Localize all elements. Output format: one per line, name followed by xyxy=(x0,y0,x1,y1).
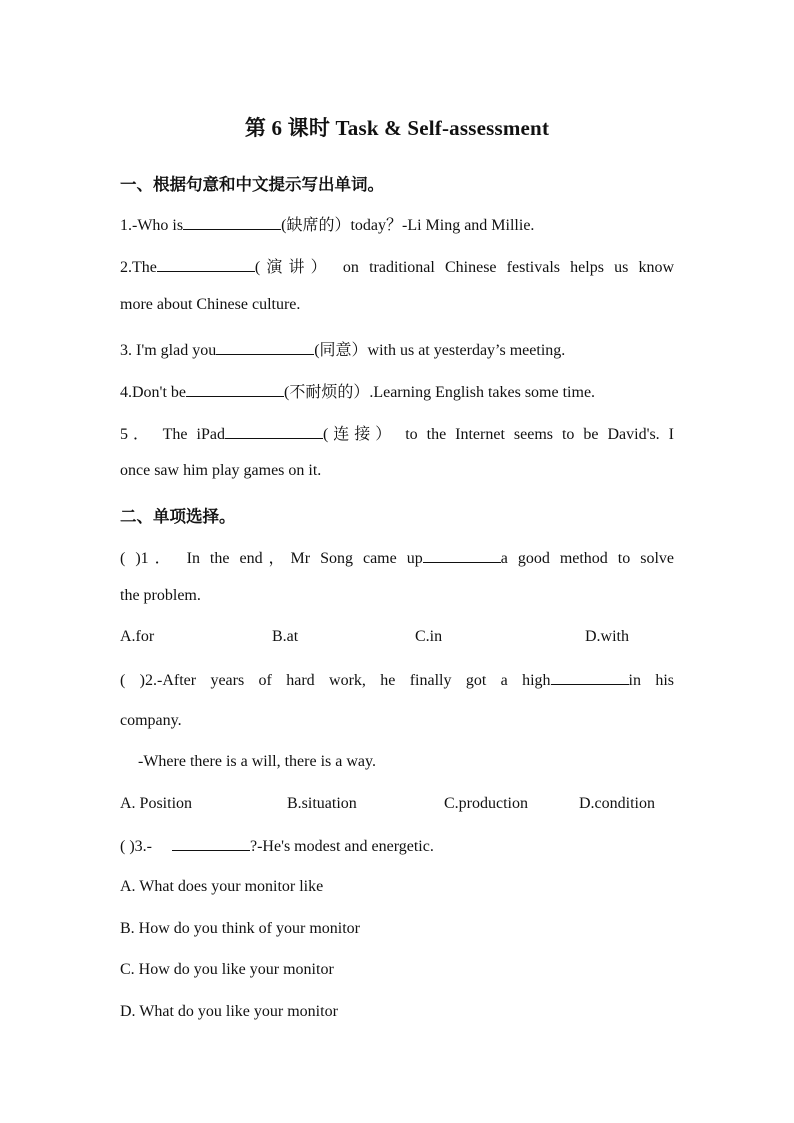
s1-question-5 xyxy=(120,421,674,444)
s1-q5-text-b: (连接） to the Internet seems to be David's. I xyxy=(322,426,674,443)
s1-question-2 xyxy=(120,254,674,277)
s2-q2-text-a: ( )2.-After years of hard work, he finally got a high xyxy=(120,672,551,689)
s2-q1-text-a: ( )1． In the end，Mr Song came up xyxy=(120,550,423,567)
answer-blank[interactable] xyxy=(216,340,314,355)
s1-q5-text-a: 5． The iPad xyxy=(120,426,225,443)
s1-q5-continuation: once saw him play games on it. xyxy=(120,462,322,479)
s2-q1-option-c[interactable]: C.in xyxy=(415,628,443,645)
s1-q4-text-a: 4.Don't be xyxy=(120,384,186,401)
s1-q2-text-b: (演讲） on traditional Chinese festivals helps us know xyxy=(254,259,674,276)
s2-question-3 xyxy=(120,836,434,856)
s1-question-3 xyxy=(120,337,565,360)
s2-q3-option-d[interactable]: D. What do you like your monitor xyxy=(120,1003,338,1020)
s2-question-2 xyxy=(120,670,674,690)
s2-q2-option-c[interactable]: C.production xyxy=(444,795,528,812)
s2-q2-option-b[interactable]: B.situation xyxy=(287,795,357,812)
s1-q1-text-b: (缺席的）today？-Li Ming and Millie. xyxy=(281,217,535,234)
answer-blank[interactable] xyxy=(225,424,323,439)
s1-question-4 xyxy=(120,379,595,402)
answer-blank[interactable] xyxy=(157,257,255,272)
s2-q3-option-b[interactable]: B. How do you think of your monitor xyxy=(120,920,360,937)
s2-q2-option-a[interactable]: A. Position xyxy=(120,795,193,812)
s2-q1-continuation: the problem. xyxy=(120,587,201,604)
s1-q2-continuation: more about Chinese culture. xyxy=(120,296,301,313)
s2-q3-option-c[interactable]: C. How do you like your monitor xyxy=(120,961,334,978)
answer-blank[interactable] xyxy=(172,836,250,851)
s2-q1-option-b[interactable]: B.at xyxy=(272,628,299,645)
answer-blank[interactable] xyxy=(186,382,284,397)
s2-question-1 xyxy=(120,545,674,568)
s2-q2-option-d[interactable]: D.condition xyxy=(579,795,655,812)
s1-q2-text-a: 2.The xyxy=(120,259,157,276)
s1-q4-text-b: (不耐烦的）.Learning English takes some time. xyxy=(283,384,596,401)
s2-q2-continuation: company. xyxy=(120,712,182,729)
s2-q1-option-d[interactable]: D.with xyxy=(585,628,629,645)
answer-blank[interactable] xyxy=(551,670,629,685)
answer-blank[interactable] xyxy=(423,548,501,563)
section1-heading: 一、根据句意和中文提示写出单词。 xyxy=(120,175,384,194)
s2-q3-option-a[interactable]: A. What does your monitor like xyxy=(120,878,324,895)
page-title: 第 6 课时 Task & Self-assessment xyxy=(244,116,550,140)
s2-q1-option-a[interactable]: A.for xyxy=(120,628,155,645)
s1-question-1 xyxy=(120,212,534,235)
s2-q3-text-b: ?-He's modest and energetic. xyxy=(249,838,434,855)
section2-heading: 二、单项选择。 xyxy=(120,507,236,526)
s1-q1-text-a: 1.-Who is xyxy=(120,217,184,234)
s1-q3-text-a: 3. I'm glad you xyxy=(120,342,217,359)
s2-q2-response: -Where there is a will, there is a way. xyxy=(138,753,376,770)
answer-blank[interactable] xyxy=(183,215,281,230)
s1-q3-text-b: (同意）with us at yesterday’s meeting. xyxy=(314,342,566,359)
s2-q3-text-a: ( )3.- xyxy=(120,838,152,855)
s2-q2-text-b: in his xyxy=(628,672,675,689)
s2-q1-text-b: a good method to solve xyxy=(500,550,675,567)
